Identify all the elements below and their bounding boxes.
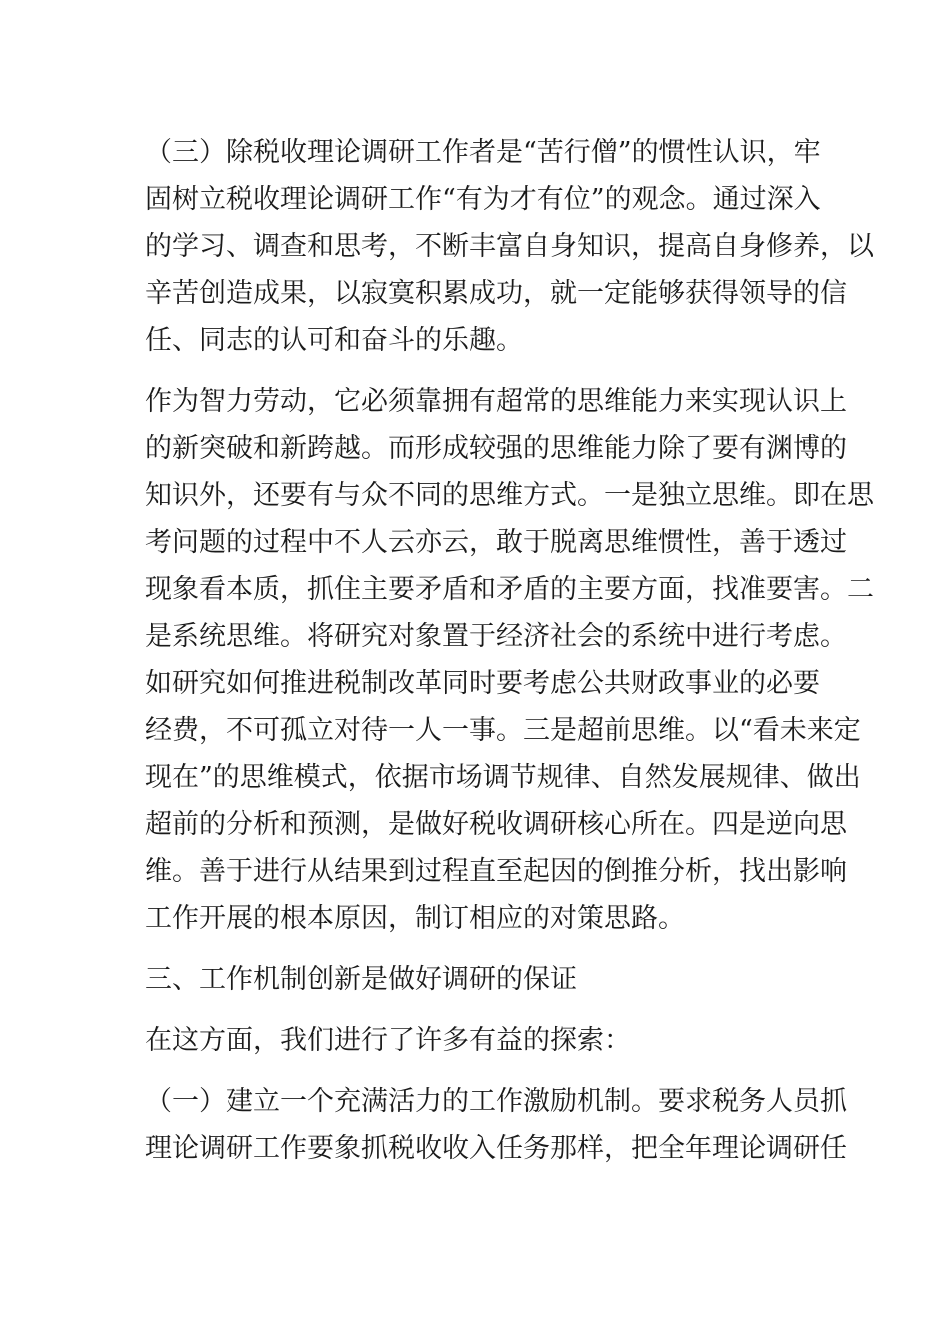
- text-line: 辛苦创造成果，以寂寞积累成功，就一定能够获得领导的信: [145, 278, 847, 309]
- text-line: 现象看本质，抓住主要矛盾和矛盾的主要方面，找准要害。二: [145, 574, 874, 605]
- text-line: （三）除税收理论调研工作者是“苦行僧”的惯性认识，牢: [145, 137, 821, 168]
- text-line: （一）建立一个充满活力的工作激励机制。要求税务人员抓: [145, 1086, 847, 1117]
- text-line: 维。善于进行从结果到过程直至起因的倒推分析，找出影响: [145, 856, 847, 887]
- text-line: 知识外，还要有与众不同的思维方式。一是独立思维。即在思: [145, 480, 874, 511]
- text-line: 是系统思维。将研究对象置于经济社会的系统中进行考虑。: [145, 621, 847, 652]
- text-line: 作为智力劳动，它必须靠拥有超常的思维能力来实现认识上: [145, 386, 847, 417]
- text-line: 考问题的过程中不人云亦云，敢于脱离思维惯性，善于透过: [145, 527, 847, 558]
- text-line: 超前的分析和预测，是做好税收调研核心所在。四是逆向思: [145, 809, 847, 840]
- text-line: 的学习、调查和思考，不断丰富自身知识，提高自身修养，以: [145, 231, 874, 262]
- text-line: 工作开展的根本原因，制订相应的对策思路。: [145, 903, 685, 934]
- text-line: 在这方面，我们进行了许多有益的探索：: [145, 1025, 631, 1056]
- text-line: 任、同志的认可和奋斗的乐趣。: [145, 325, 523, 356]
- text-line: 如研究如何推进税制改革同时要考虑公共财政事业的必要: [145, 668, 820, 699]
- text-line: 理论调研工作要象抓税收收入任务那样，把全年理论调研任: [145, 1133, 847, 1164]
- heading-line: 三、工作机制创新是做好调研的保证: [145, 964, 577, 995]
- text-line: 经费，不可孤立对待一人一事。三是超前思维。以“看未来定: [145, 715, 861, 746]
- text-line: 现在”的思维模式，依据市场调节规律、自然发展规律、做出: [145, 762, 861, 793]
- text-line: 固树立税收理论调研工作“有为才有位”的观念。通过深入: [145, 184, 821, 215]
- text-line: 的新突破和新跨越。而形成较强的思维能力除了要有渊博的: [145, 433, 847, 464]
